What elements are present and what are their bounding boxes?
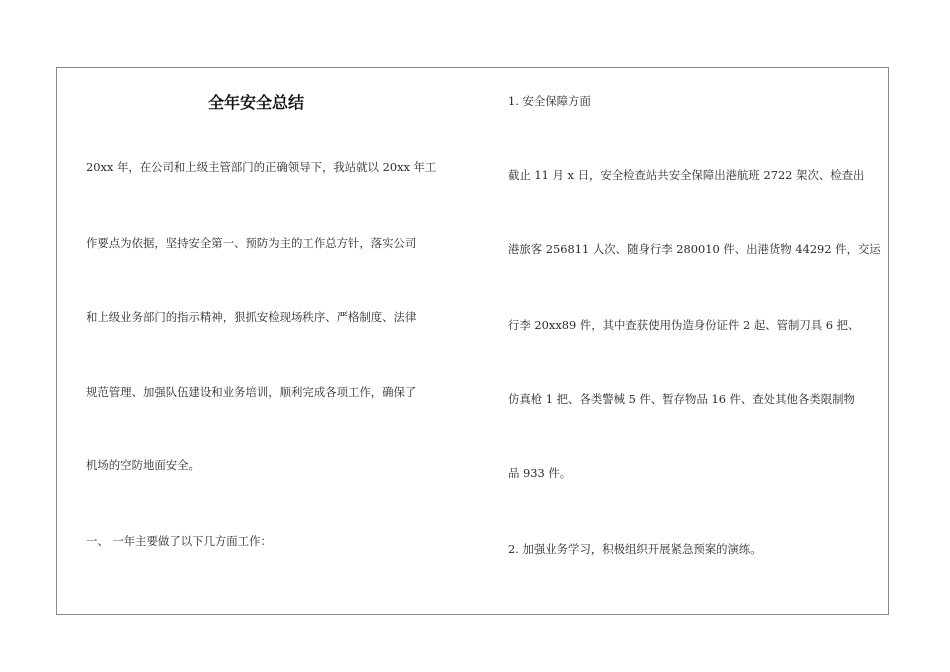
left-paragraph-line-3: 和上级业务部门的指示精神，狠抓安检现场秩序、严格制度、法律 <box>86 310 417 324</box>
document-title: 全年安全总结 <box>208 93 305 112</box>
item1-line-5: 品 933 件。 <box>508 466 572 480</box>
page-frame <box>56 67 889 615</box>
left-paragraph-line-5: 机场的空防地面安全。 <box>86 458 200 472</box>
left-paragraph-line-2: 作要点为依据，坚持安全第一、预防为主的工作总方针，落实公司 <box>86 236 417 250</box>
item1-line-4: 仿真枪 1 把、各类警械 5 件、暂存物品 16 件、查处其他各类限制物 <box>508 392 855 406</box>
section-heading: 一、 一年主要做了以下几方面工作： <box>86 534 272 548</box>
item1-heading: 1. 安全保障方面 <box>508 94 591 108</box>
item1-line-2: 港旅客 256811 人次、随身行李 280010 件、出港货物 44292 件，交运 <box>508 242 881 256</box>
left-paragraph-line-1: 20xx 年，在公司和上级主管部门的正确领导下，我站就以 20xx 年工 <box>86 160 437 174</box>
item1-line-3: 行李 20xx89 件，其中查获使用伪造身份证件 2 起、管制刀具 6 把、 <box>508 318 860 332</box>
item2-heading: 2. 加强业务学习，积极组织开展紧急预案的演练。 <box>508 542 762 556</box>
item1-line-1: 截止 11 月 x 日，安全检查站共安全保障出港航班 2722 架次、检查出 <box>508 168 865 182</box>
left-paragraph-line-4: 规范管理、加强队伍建设和业务培训，顺利完成各项工作，确保了 <box>86 385 417 399</box>
